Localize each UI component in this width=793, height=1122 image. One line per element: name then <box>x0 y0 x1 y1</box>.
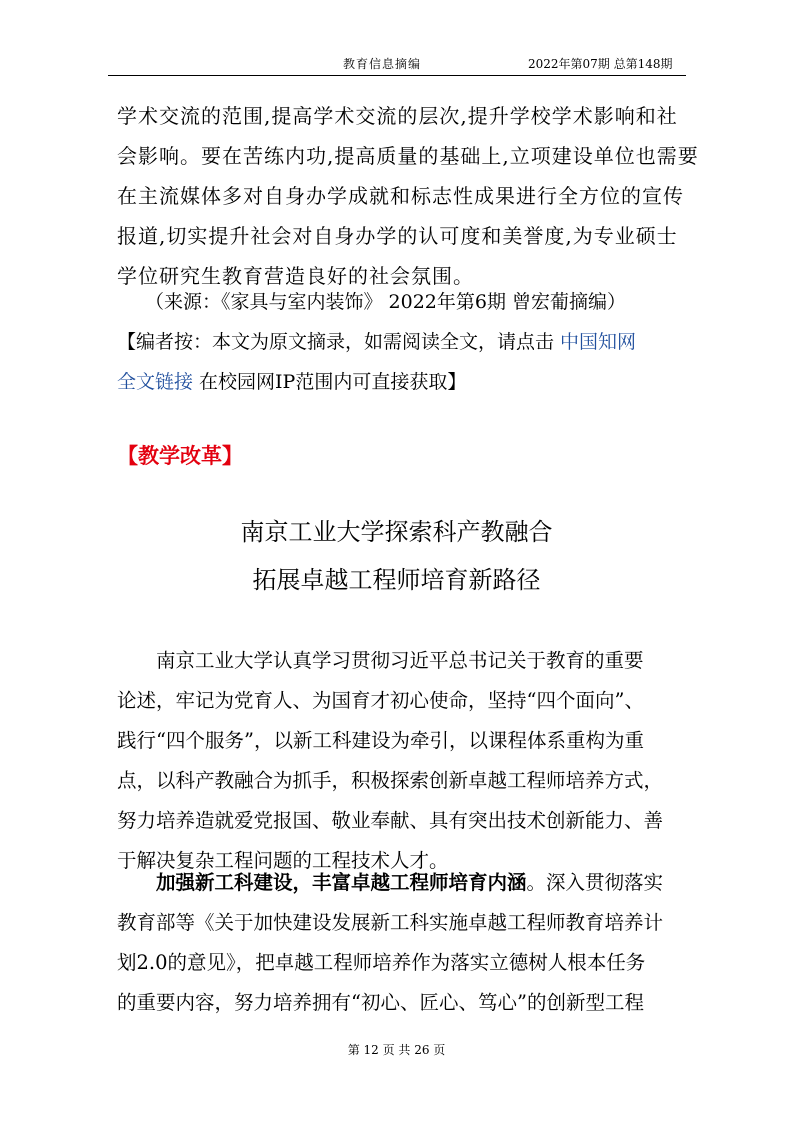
paragraph-line: 于解决复杂工程问题的工程技术人才。 <box>117 849 449 872</box>
journal-name: 教育信息摘编 <box>343 57 422 71</box>
paragraph-line: 点，以科产教融合为抓手，积极探索创新卓越工程师培养方式， <box>117 769 664 792</box>
paragraph-line: 会影响。要在苦练内功,提高质量的基础上,立项建设单位也需要 <box>117 144 699 168</box>
fulltext-link[interactable]: 全文链接 <box>117 371 194 393</box>
cnki-link[interactable]: 中国知网 <box>560 331 637 353</box>
paragraph-line: 论述，牢记为党育人、为国育才初心使命，坚持“四个面向”、 <box>117 689 644 712</box>
paragraph-line: 南京工业大学认真学习贯彻习近平总书记关于教育的重要 <box>117 649 644 672</box>
paragraph-line: 学位研究生教育营造良好的社会氛围。 <box>117 264 474 288</box>
paragraph-line: 在主流媒体多对自身办学成就和标志性成果进行全方位的宣传 <box>117 184 684 208</box>
source-citation: （来源：《家具与室内装饰》 2022年第6期 曾宏葡摘编） <box>145 291 627 313</box>
issue-number: 2022年第07期 总第148期 <box>528 57 673 71</box>
editor-note-suffix: 在校园网IP范围内可直接获取】 <box>193 371 467 393</box>
paragraph-lead-heading: 加强新工科建设，丰富卓越工程师培育内涵 <box>156 871 527 894</box>
article-paragraph-1 <box>117 641 682 881</box>
editor-note-line <box>117 362 687 402</box>
paragraph-line: 学术交流的范围,提高学术交流的层次,提升学校学术影响和社 <box>117 104 678 128</box>
paragraph-line: 的重要内容，努力培养拥有“初心、匠心、笃心”的创新型工程 <box>117 991 644 1014</box>
editor-note-prefix: 【编者按：本文为原文摘录，如需阅读全文，请点击 <box>117 331 561 353</box>
paragraph-line: 努力培养造就爱党报国、敬业奉献、具有突出技术创新能力、善 <box>117 809 664 832</box>
page-number: 第 12 页 共 26 页 <box>347 1043 446 1057</box>
article-title-line-1: 南京工业大学探索科产教融合 <box>240 518 553 546</box>
continued-paragraph <box>117 96 699 296</box>
paragraph-line: 报道,切实提升社会对自身办学的认可度和美誉度,为专业硕士 <box>117 224 678 248</box>
paragraph-line: 践行“四个服务”，以新工科建设为牵引，以课程体系重构为重 <box>117 729 644 752</box>
header-divider <box>108 75 686 76</box>
paragraph-lead-rest: 。深入贯彻落实 <box>526 871 664 894</box>
article-paragraph-2 <box>117 863 682 1023</box>
editor-note-line <box>117 322 687 362</box>
paragraph-line: 教育部等《关于加快建设发展新工科实施卓越工程师教育培养计 <box>117 911 664 934</box>
section-label: 【教学改革】 <box>117 444 243 468</box>
paragraph-line: 划2.0的意见》，把卓越工程师培养作为落实立德树人根本任务 <box>117 951 646 974</box>
paragraph-line <box>117 863 682 903</box>
editor-note <box>117 322 687 402</box>
article-title-line-2: 拓展卓越工程师培育新路径 <box>252 566 541 594</box>
